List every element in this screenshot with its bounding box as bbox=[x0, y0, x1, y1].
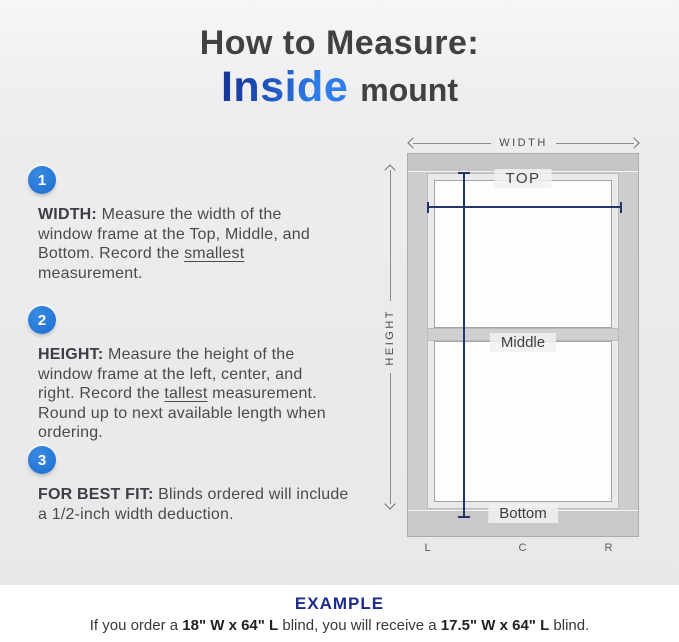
title-line1: How to Measure: bbox=[199, 24, 480, 62]
step-text-line bbox=[38, 244, 373, 264]
measure-tick bbox=[458, 172, 470, 174]
step-1 bbox=[28, 166, 373, 283]
arrow-right-icon bbox=[628, 137, 639, 148]
step-underlined-word: tallest bbox=[164, 385, 208, 402]
dimension-line bbox=[413, 143, 491, 144]
step-text-segment: right. Record the bbox=[38, 385, 165, 402]
step-text-line bbox=[38, 205, 373, 225]
step-text-line bbox=[38, 345, 373, 365]
step-text-line bbox=[38, 404, 373, 424]
step-text-segment: Measure the height of the bbox=[103, 346, 295, 363]
upper-glass-pane bbox=[434, 180, 612, 328]
step-1-number-badge: 1 bbox=[28, 166, 56, 194]
measure-tick bbox=[620, 202, 622, 213]
arrow-up-icon bbox=[384, 164, 395, 175]
page-title bbox=[0, 24, 679, 112]
width-dimension-arrow bbox=[409, 136, 638, 150]
top-position-label: TOP bbox=[494, 169, 551, 188]
dimension-line bbox=[390, 373, 391, 504]
title-line2 bbox=[0, 63, 679, 112]
height-measure-line bbox=[463, 172, 465, 518]
example-order-size: 18" W x 64" L bbox=[182, 617, 279, 634]
step-text-segment: window frame at the Top, Middle, and bbox=[38, 225, 310, 243]
step-2 bbox=[28, 306, 373, 443]
step-text-segment: Measure the width of the bbox=[96, 206, 282, 223]
arrow-left-icon bbox=[407, 137, 418, 148]
example-part1: If you order a bbox=[89, 617, 183, 634]
step-text-line bbox=[38, 384, 373, 404]
step-3-text bbox=[38, 485, 373, 524]
title-suffix: mount bbox=[360, 72, 458, 108]
step-text-line bbox=[38, 264, 373, 284]
dimension-line bbox=[556, 143, 634, 144]
dimension-line bbox=[390, 170, 391, 301]
middle-position-label: Middle bbox=[490, 333, 556, 352]
example-heading: EXAMPLE bbox=[294, 594, 385, 613]
example-part3: blind. bbox=[549, 617, 590, 634]
height-label: HEIGHT bbox=[384, 308, 396, 366]
step-text-segment: a 1/2-inch width deduction. bbox=[38, 505, 234, 523]
step-2-text bbox=[38, 345, 373, 443]
step-text-segment: Bottom. Record the bbox=[38, 245, 185, 262]
step-keyword: WIDTH: bbox=[38, 206, 97, 223]
step-text-segment: window frame at the left, center, and bbox=[38, 365, 303, 383]
step-text-line bbox=[38, 505, 373, 525]
title-highlight: Inside bbox=[220, 63, 349, 111]
example-sentence bbox=[0, 617, 679, 634]
marker-left: L bbox=[424, 542, 432, 554]
step-text-segment: ordering. bbox=[38, 424, 103, 441]
arrow-down-icon bbox=[384, 498, 395, 509]
width-label: WIDTH bbox=[499, 137, 548, 149]
example-footer bbox=[0, 585, 679, 642]
step-keyword: FOR BEST FIT: bbox=[38, 486, 154, 503]
height-dimension-arrow bbox=[383, 166, 397, 508]
step-text-line bbox=[38, 365, 373, 385]
step-keyword: HEIGHT: bbox=[38, 346, 104, 363]
step-text-segment: Blinds ordered will include bbox=[153, 486, 349, 503]
step-text-segment: measurement. bbox=[38, 264, 143, 282]
bottom-position-label: Bottom bbox=[488, 504, 558, 523]
marker-center: C bbox=[518, 542, 528, 554]
step-3-number-badge: 3 bbox=[28, 446, 56, 474]
width-measure-line bbox=[427, 206, 622, 208]
measure-tick bbox=[458, 516, 470, 518]
measure-tick bbox=[427, 202, 429, 213]
step-2-number-badge: 2 bbox=[28, 306, 56, 334]
step-text-segment: Round up to next available length when bbox=[38, 404, 326, 422]
step-text-line bbox=[38, 423, 373, 443]
example-part2: blind, you will receive a bbox=[278, 617, 441, 634]
step-text-line bbox=[38, 225, 373, 245]
step-1-text bbox=[38, 205, 373, 283]
step-underlined-word: smallest bbox=[184, 245, 245, 262]
marker-right: R bbox=[604, 542, 614, 554]
step-text-line bbox=[38, 485, 373, 505]
example-receive-size: 17.5" W x 64" L bbox=[440, 617, 550, 634]
step-text-segment: measurement. bbox=[207, 385, 317, 402]
step-3 bbox=[28, 446, 373, 524]
lower-glass-pane bbox=[434, 341, 612, 502]
